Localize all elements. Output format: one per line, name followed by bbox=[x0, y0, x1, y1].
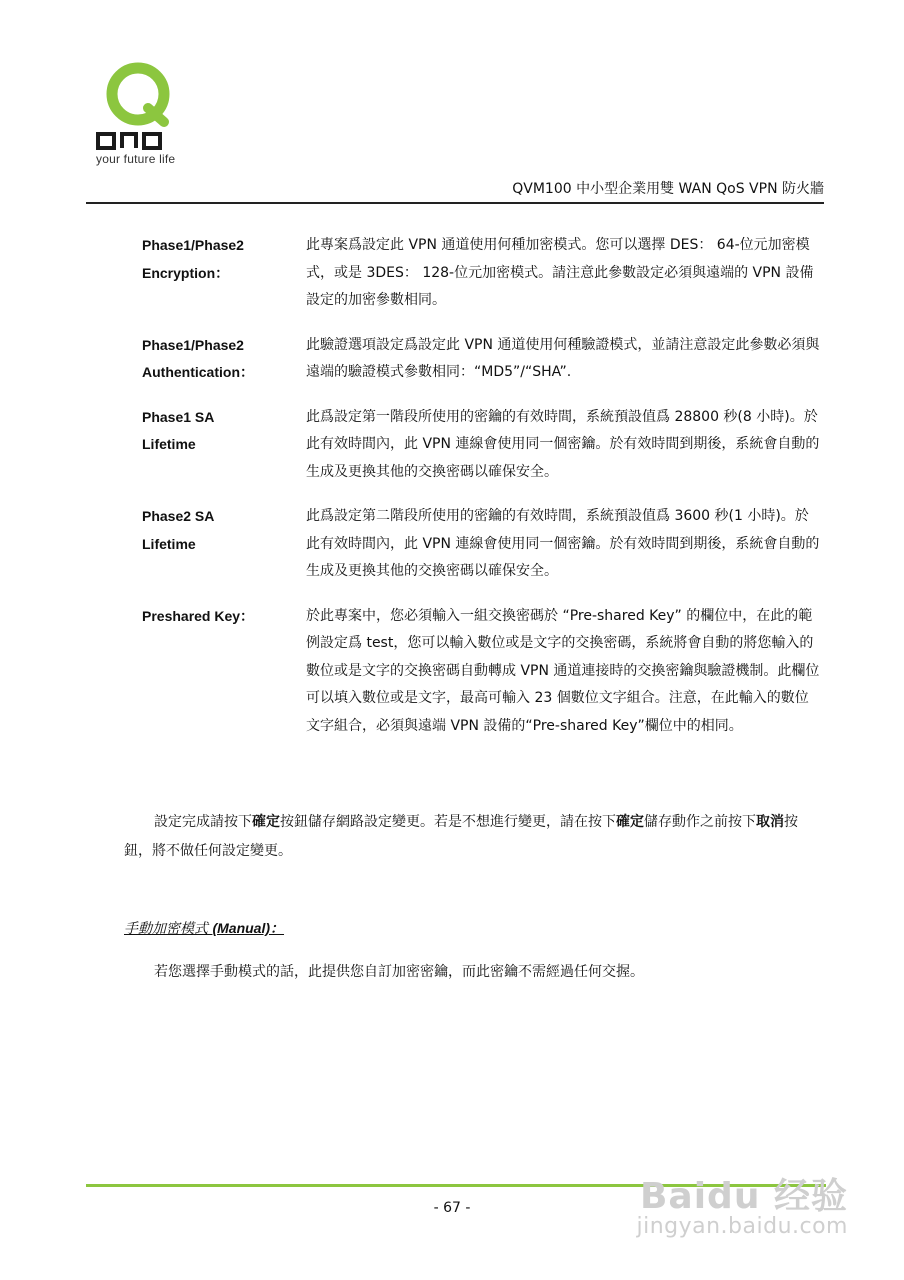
entry-description: 此專案爲設定此 VPN 通道使用何種加密模式。您可以選擇 DES： 64-位元加密模式，或是 3DES： 128-位元加密模式。請注意此參數設定必須與遠端的 VPN 設備設定的加密參數相同。 bbox=[306, 237, 814, 308]
qno-logo-mark bbox=[96, 60, 186, 155]
entry-term: Phase1/Phase2 Encryption： bbox=[142, 237, 244, 281]
cancel-keyword: 取消 bbox=[756, 814, 784, 830]
section-heading-manual: 手動加密模式 (Manual)： bbox=[124, 920, 285, 937]
entry-term: Phase2 SA Lifetime bbox=[142, 508, 215, 552]
entry-term: Phase1/Phase2 Authentication： bbox=[142, 336, 254, 380]
parameter-list bbox=[142, 232, 822, 757]
confirm-keyword: 確定 bbox=[616, 814, 644, 830]
logo-tagline: your future life bbox=[96, 152, 176, 166]
confirm-keyword: 確定 bbox=[252, 814, 280, 830]
entry-description: 此爲設定第一階段所使用的密鑰的有效時間，系統預設值爲 28800 秒(8 小時)。於此有效時間內，此 VPN 連線會使用同一個密鑰。於有效時間到期後，系統會自動的生成及更換其他的交換密碼以確保安全。 bbox=[306, 408, 820, 480]
entry-description: 於此專案中，您必須輸入一組交換密碼於 “Pre-shared Key” 的欄位中，在此的範例設定爲 test，您可以輸入數位或是文字的交換密碼，系統將會自動的將您輸入的數位或是文字的交換密碼自動轉成 VPN 通道連接時的交換密鑰與驗證機制。此欄位可以填入數位或是文字，最高可輸入 23 個數位文字組合。注意，在此輸入的數位文字組合，必須與遠端 VPN 設備的“Pre-shared Key”欄位中的相同。 bbox=[306, 607, 820, 734]
watermark-url: jingyan.baidu.com bbox=[636, 1214, 848, 1239]
entry-phase2-lifetime bbox=[142, 503, 822, 586]
watermark-brand: Baidu 经验 bbox=[639, 1176, 848, 1217]
document-title: QVM100 中小型企業用雙 WAN QoS VPN 防火牆 bbox=[512, 181, 824, 197]
entry-term: Preshared Key： bbox=[142, 607, 255, 624]
entry-authentication bbox=[142, 332, 822, 387]
logo-brand-text: QNO bbox=[96, 60, 99, 61]
save-instructions: 設定完成請按下確定按鈕儲存網路設定變更。若是不想進行變更，請在按下確定儲存動作之前按下取消按鈕，將不做任何設定變更。 bbox=[124, 814, 798, 859]
entry-preshared-key bbox=[142, 603, 822, 741]
entry-description: 此驗證選項設定爲設定此 VPN 通道使用何種驗證模式，並請注意設定此參數必須與遠端的驗證模式參數相同：“MD5”/“SHA”. bbox=[306, 336, 820, 380]
page-number: - 67 - bbox=[433, 1200, 471, 1216]
entry-encryption bbox=[142, 232, 822, 315]
manual-description: 若您選擇手動模式的話，此提供您自訂加密密鑰，而此密鑰不需經過任何交握。 bbox=[154, 964, 644, 980]
header-divider bbox=[86, 202, 824, 204]
entry-phase1-lifetime bbox=[142, 404, 822, 487]
entry-term: Phase1 SA Lifetime bbox=[142, 408, 215, 452]
entry-description: 此爲設定第二階段所使用的密鑰的有效時間，系統預設值爲 3600 秒(1 小時)。於此有效時間內，此 VPN 連線會使用同一個密鑰。於有效時間到期後，系統會自動的生成及更換其他的交換密碼以確保安全。 bbox=[306, 508, 820, 579]
